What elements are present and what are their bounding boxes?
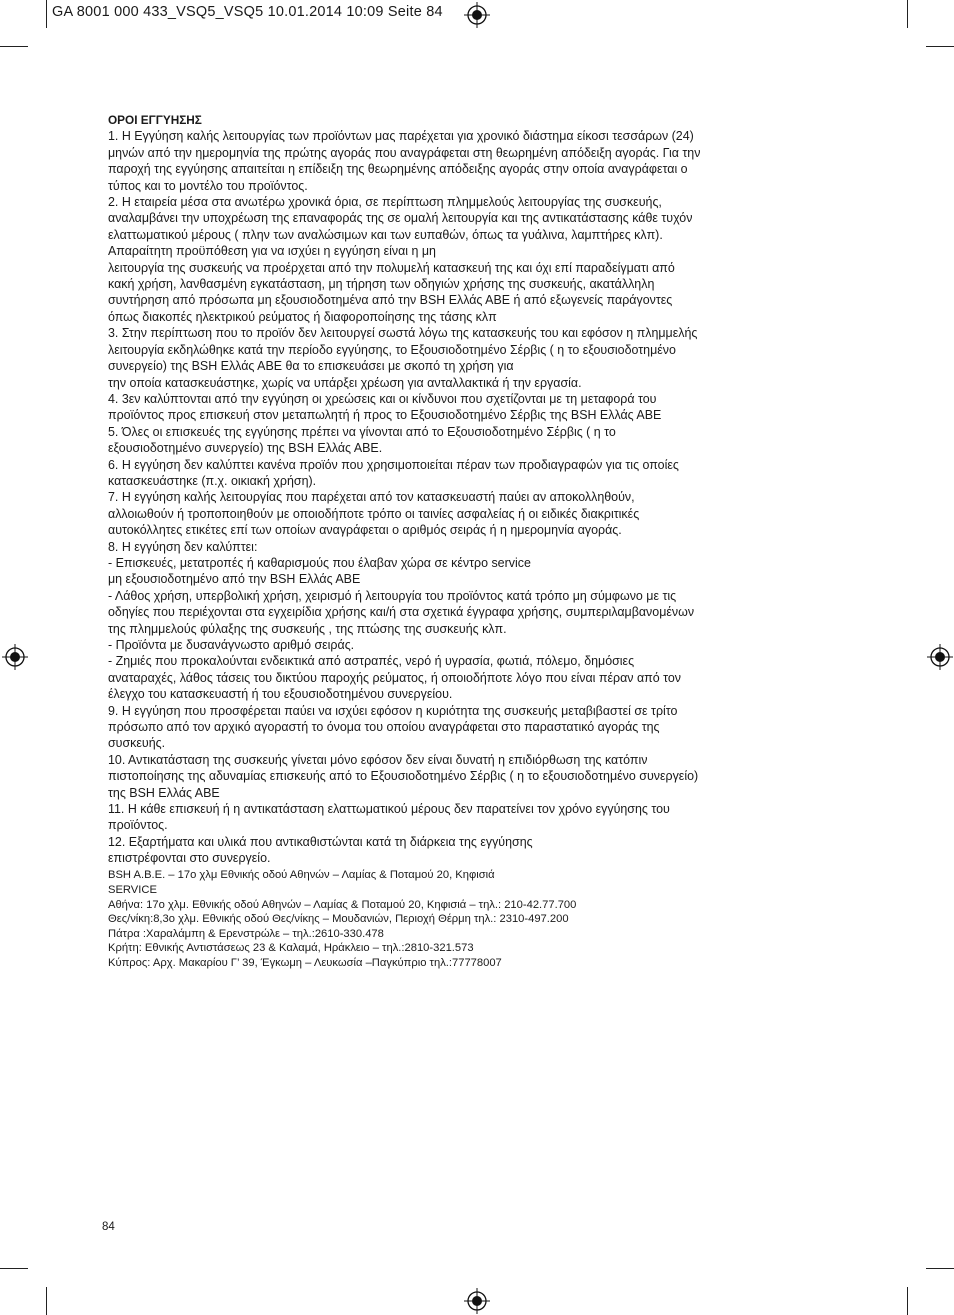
page-number: 84 [102,1221,115,1233]
text-line: όπως διακοπές ηλεκτρικού ρεύματος ή διαφοροποίησης της τάσης κλπ [108,309,497,324]
text-line: 9. Η εγγύηση που προσφέρεται παύει να ισχύει εφόσον η κυριότητα της συσκευής μεταβιβαστεί σε τρίτο [108,703,678,718]
warranty-term-4 [108,391,798,424]
text-line: πρόσωπο από τον αρχικό αγοραστή το όνομα του οποίου αναγράφεται στο παραστατικό αγοράς της [108,720,660,735]
text-line: προϊόντος. [108,818,168,833]
text-line: αναλαμβάνει την υποχρέωση της επαναφοράς της σε ομαλή λειτουργία και της αντικατάστασης κάθε τυχόν [108,211,693,226]
text-line: 4. 3εν καλύπτονται από την εγγύηση οι χρεώσεις και οι κίνδυνοι που σχετίζονται με τη μεταφορά του [108,391,657,406]
text-line: την οποία κατασκευάστηκε, χωρίς να υπάρξει χρέωση για ανταλλακτικά ή την εργασία. [108,375,582,390]
registration-mark-icon [464,1288,490,1314]
text-line: 7. Η εγγύηση καλής λειτουργίας που παρέχεται από τον κατασκευαστή παύει αν αποκολληθούν, [108,490,635,505]
company-address: BSH A.B.E. – 17ο χλμ Εθνικής οδού Αθηνών – Λαμίας & Ποταμού 20, Κηφισιά [108,868,495,881]
text-line: - Λάθος χρήση, υπερβολική χρήση, χειρισμό ή λειτουργία του προϊόντος κατά τρόπο μη σύμφωνο με τις [108,588,677,603]
text-line: 1. Η Εγγύηση καλής λειτουργίας των προϊόντων μας παρέχεται για χρονικό διάστημα είκοσι τεσσάρων (24) [108,129,694,144]
service-contact-line: Αθήνα: 17ο χλμ. Εθνικής οδού Αθηνών – Λαμίας & Ποταμού 20, Κηφισιά – τηλ.: 210-42.77.700 [108,898,577,911]
text-line: Απαραίτητη προϋπόθεση για να ισχύει η εγγύηση είναι η μη [108,244,436,259]
text-line: έλεγχο του κατασκευαστή ή του εξουσιοδοτημένου συνεργείου. [108,687,453,702]
text-line: της πλημμελούς φύλαξης της συσκευής , της πτώσης της συσκευής κλπ. [108,621,507,636]
text-line: επιστρέφονται στο συνεργείο. [108,851,271,866]
text-line: τύπος και το μοντέλο του προϊόντος. [108,178,308,193]
text-line: - Προϊόντα με δυσανάγνωστο αριθμό σειράς. [108,638,355,652]
service-contact-line: Θες/νίκη:8,3ο χλμ. Εθνικής οδού Θες/νίκης – Μουδανιών, Περιοχή Θέρμη τηλ.: 2310-497.200 [108,913,569,926]
warranty-term-3 [108,325,798,391]
text-line: προϊόντος προς επισκευή στον μεταπωλητή ή προς το Εξουσιοδοτημένο Σέρβις της BSH Ελλάς ΑΒΕ [108,408,662,423]
warranty-term-8 [108,539,798,703]
text-line: ελαττωματικού μέρους ( πλην των αναλώσιμων και των ευπαθών, όπως τα γυάλινα, λαμπτήρες κλπ). [108,227,663,242]
text-line: 11. Η κάθε επισκευή ή η αντικατάσταση ελαττωματικού μέρους δεν παρατείνει τον χρόνο εγγύησης του [108,802,670,817]
crop-mark-bottom-left-h [0,1268,28,1269]
text-line: συσκευής. [108,736,166,751]
service-contact-line: Κύπρος: Αρχ. Μακαρίου Γ’ 39, Έγκωμη – Λευκωσία –Παγκύπριο τηλ.:77778007 [108,957,502,970]
service-contacts [108,883,798,971]
text-line: 12. Εξαρτήματα και υλικά που αντικαθιστώνται κατά τη διάρκεια της εγγύησης [108,834,533,849]
crop-mark-bottom-left-v [46,1287,47,1315]
document-body [108,112,798,971]
warranty-term-2 [108,194,798,325]
text-line: μη εξουσιοδοτημένο από την BSH Ελλάς ΑΒΕ [108,572,361,587]
service-contact-line: Κρήτη: Εθνικής Αντιστάσεως 23 & Καλαμά, Ηράκλειο – τηλ.:2810-321.573 [108,942,474,955]
warranty-term-6 [108,457,798,490]
crop-mark-top-right-h [926,46,954,47]
text-line: 10. Αντικατάσταση της συσκευής γίνεται μόνο εφόσον δεν είναι δυνατή η επιδιόρθωση της κατόπιν [108,752,648,767]
text-line: λειτουργία εκδηλώθηκε κατά την περίοδο εγγύησης, το Εξουσιοδοτημένο Σέρβις ( η το εξουσιοδοτημένο [108,342,676,357]
text-line: αυτοκόλλητες ετικέτες επί των οποίων αναγράφεται ο αριθμός σειράς ή η ημερομηνία αγοράς. [108,523,622,538]
registration-mark-icon [927,644,953,670]
print-slug: GA 8001 000 433_VSQ5_VSQ5 10.01.2014 10:09 Seite 84 [52,4,443,20]
warranty-term-10 [108,752,798,801]
text-line: πιστοποίησης της αδυναμίας επισκευής από το Εξουσιοδοτημένο Σέρβις ( η το εξουσιοδοτημένο συνεργείο) [108,769,699,784]
text-line: της BSH Ελλάς ΑΒΕ [108,785,220,800]
text-line: κακή χρήση, λανθασμένη εγκατάσταση, μη τήρηση των οδηγιών χρήσης της συσκευής, ακατάλληλη [108,277,655,292]
text-line: 8. Η εγγύηση δεν καλύπτει: [108,539,258,554]
text-line: συνεργείο) της BSH Ελλάς ΑΒΕ θα το επισκευάσει με σκοπό τη χρήση για [108,359,514,374]
warranty-term-12 [108,834,798,867]
text-line: - Επισκευές, μετατροπές ή καθαρισμούς που έλαβαν χώρα σε κέντρο service [108,555,531,570]
crop-mark-bottom-right-h [926,1268,954,1269]
text-line: λειτουργία της συσκευής να προέρχεται από την πολυμελή κατασκευή της και όχι επί παραδείγματι από [108,260,675,275]
crop-mark-bottom-right-v [907,1287,908,1315]
page-heading: ΟΡΟΙ ΕΓΓΥΗΣΗΣ [108,113,202,127]
text-line: 3. Στην περίπτωση που το προϊόν δεν λειτουργεί σωστά λόγω της κατασκευής του και εφόσον η πλημμελής [108,326,698,341]
warranty-term-11 [108,801,798,834]
warranty-term-1 [108,128,798,194]
service-title: SERVICE [108,884,157,897]
crop-mark-top-left-v [46,0,47,28]
warranty-term-7 [108,489,798,538]
text-line: αναταραχές, λάθος τάσεις του δικτύου παροχής ρεύματος, ή οποιοδήποτε λόγο που είναι πέραν από τον [108,670,681,685]
text-line: συντήρηση από πρόσωπα μη εξουσιοδοτημένα από την BSH Ελλάς ΑΒΕ ή από εξωγενείς παράγοντες [108,293,673,308]
text-line: παροχή της εγγύησης απαιτείται η επίδειξη της θεωρημένης απόδειξης αγοράς στην οποία αναγράφεται ο [108,162,688,177]
text-line: 6. Η εγγύηση δεν καλύπτει κανένα προϊόν που χρησιμοποιείται πέραν των προδιαγραφών για τις οποίες [108,457,679,472]
text-line: μηνών από την ημερομηνία της πρώτης αγοράς που αναγράφεται στη θεωρημένη απόδειξη αγοράς. Για την [108,145,701,160]
warranty-term-5 [108,424,798,457]
crop-mark-top-right-v [907,0,908,28]
warranty-term-9 [108,703,798,752]
text-line: εξουσιοδοτημένο συνεργείο) της BSH Ελλάς ΑΒΕ. [108,441,383,456]
text-line: - Ζημιές που προκαλούνται ενδεικτικά από αστραπές, νερό ή υγρασία, φωτιά, πόλεμο, δημόσιες [108,654,635,669]
text-line: οδηγίες που περιέχονται στα εγχειρίδια χρήσης και/ή στα σχετικά έγγραφα χρήσης, συμπεριλαμβανομένων [108,605,695,620]
service-contact-line: Πάτρα :Χαραλάμπη & Ερενστρώλε – τηλ.:2610-330.478 [108,927,384,940]
text-line: 2. Η εταιρεία μέσα στα ανωτέρω χρονικά όρια, σε περίπτωση πλημμελούς λειτουργίας της συσκευής, [108,195,662,210]
registration-mark-icon [464,2,490,28]
warranty-terms [108,128,798,866]
text-line: αλλοιωθούν ή τροποποιηθούν με οποιοδήποτε τρόπο οι ταινίες ασφαλείας ή οι ειδικές διακριτικές [108,506,640,521]
registration-mark-icon [2,644,28,670]
text-line: 5. Όλες οι επισκευές της εγγύησης πρέπει να γίνονται από το Εξουσιοδοτημένο Σέρβις ( η το [108,424,616,439]
text-line: κατασκευάστηκε (π.χ. οικιακή χρήση). [108,473,317,488]
crop-mark-top-left-h [0,46,28,47]
